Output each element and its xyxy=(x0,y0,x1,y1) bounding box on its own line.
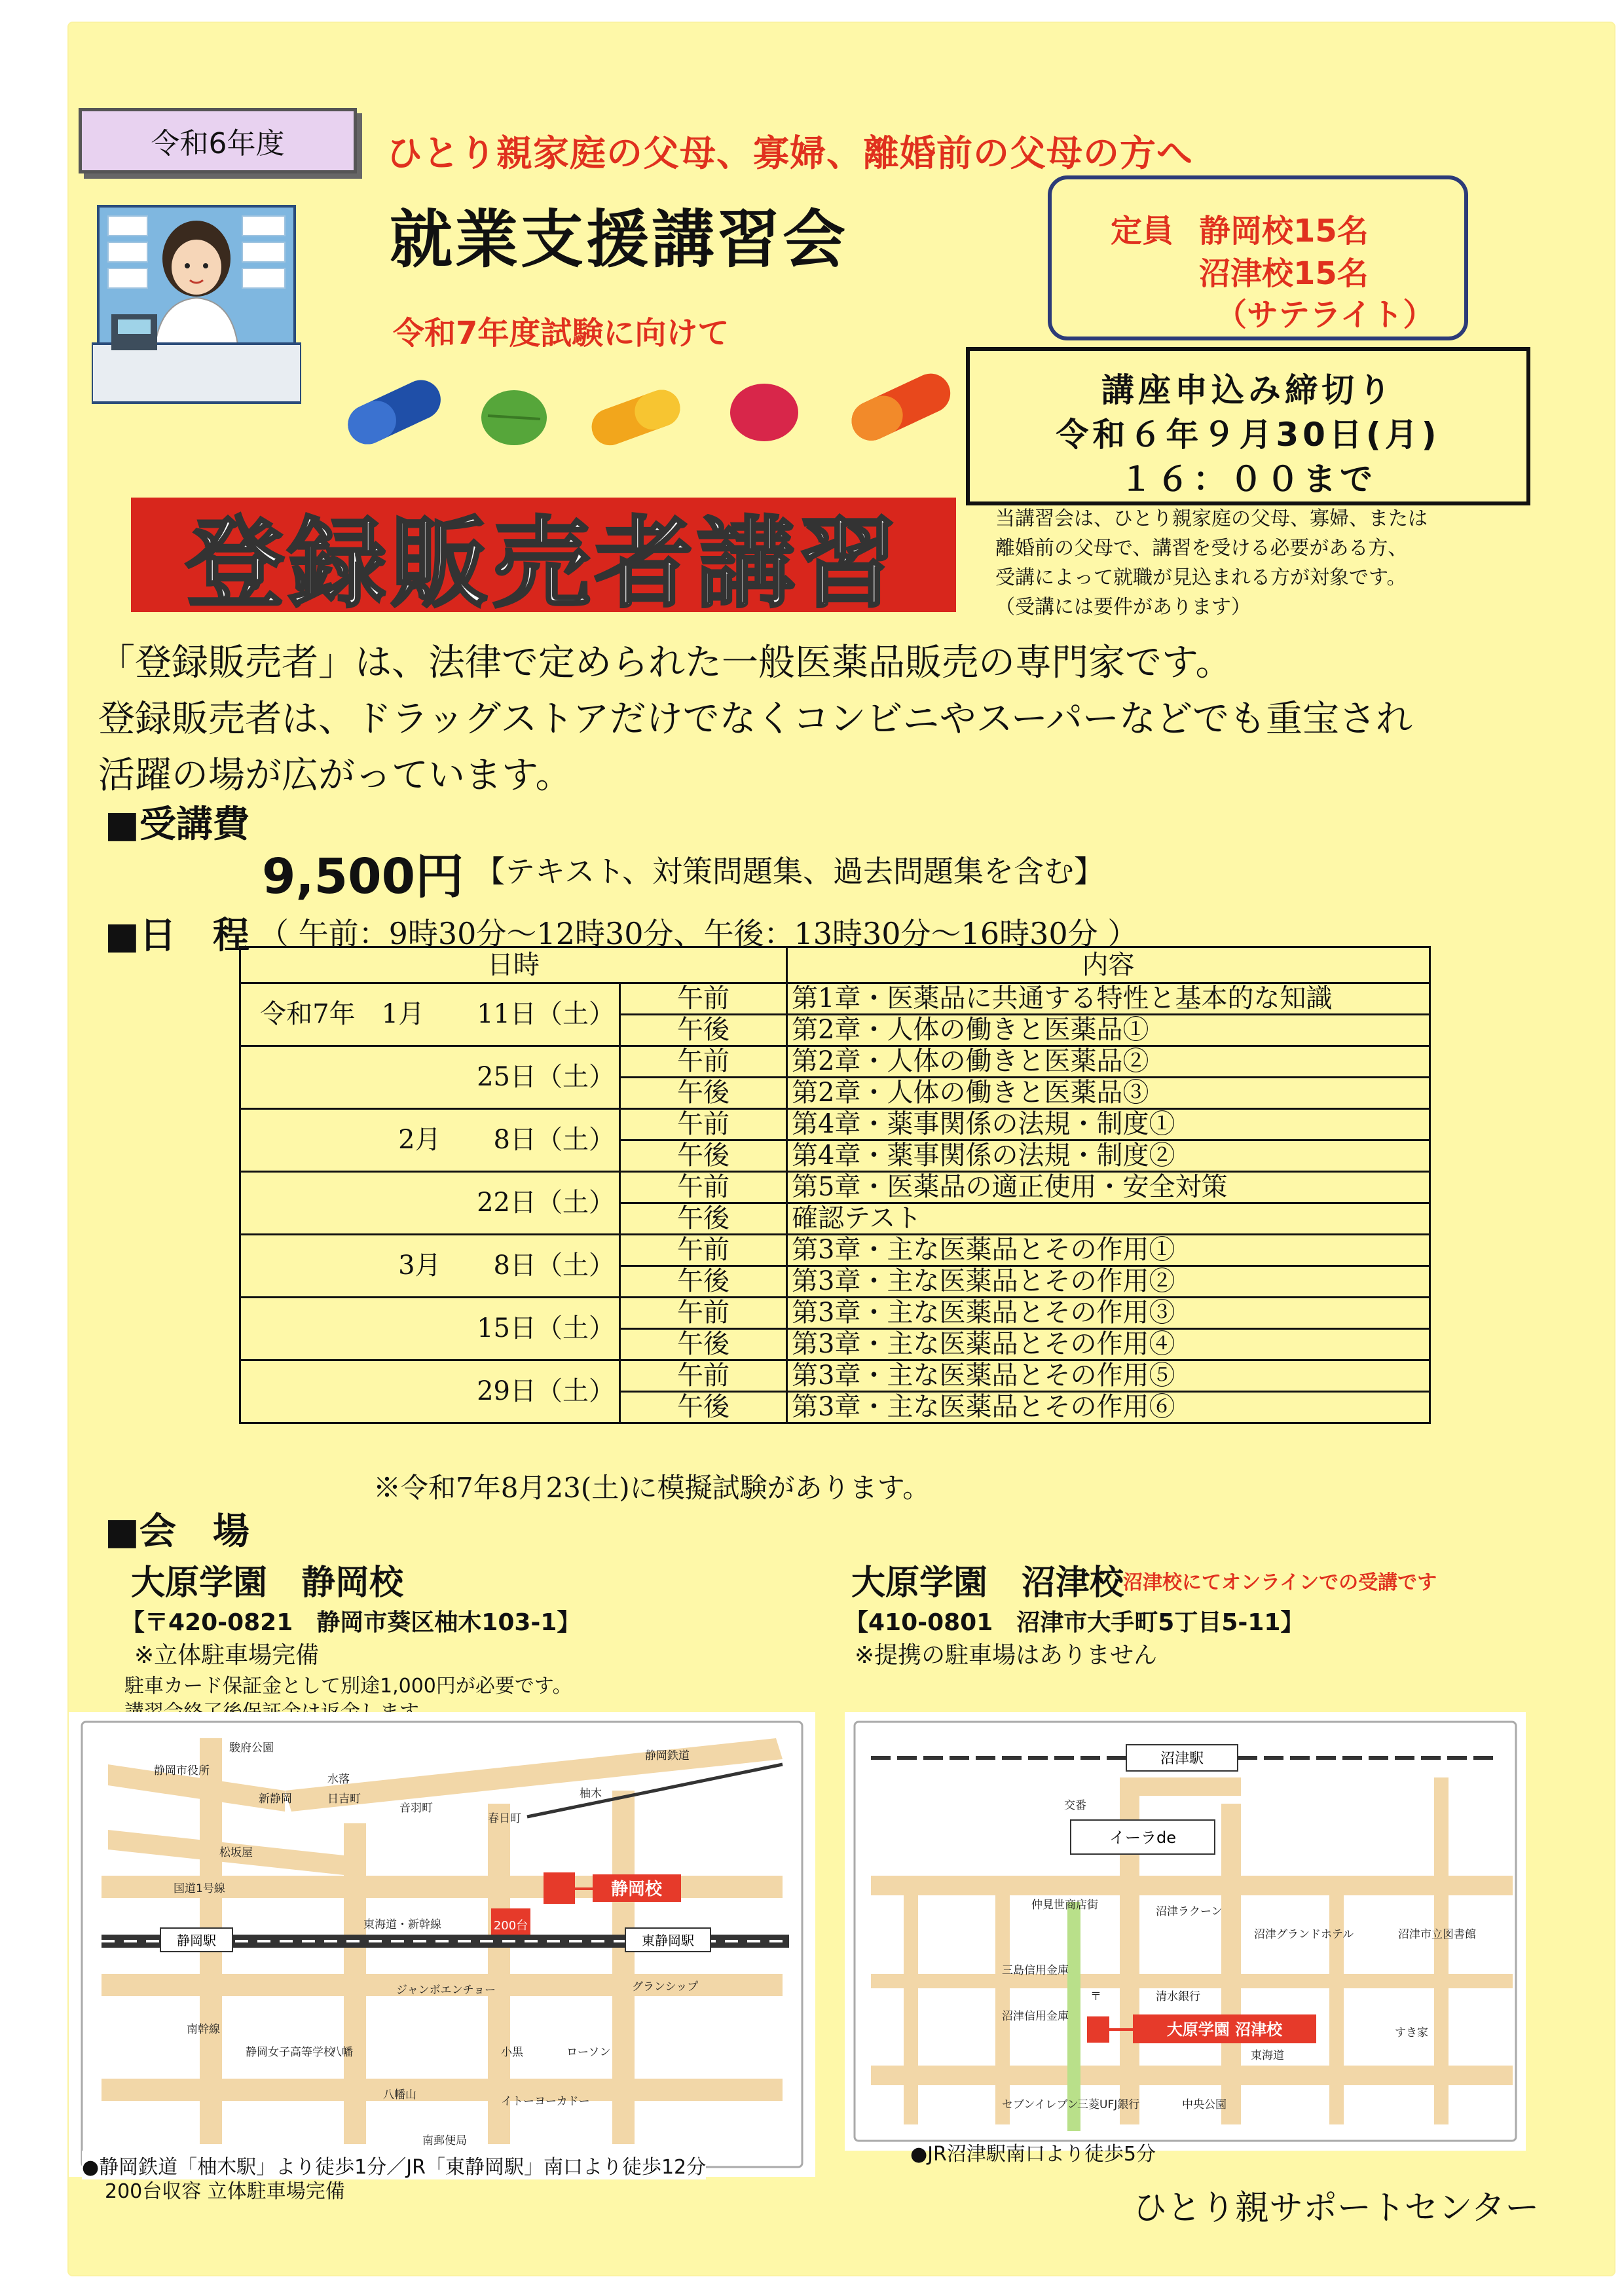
fee-heading: ■受講費 xyxy=(105,803,249,846)
map-label: 東静岡駅 xyxy=(642,1933,694,1948)
map-label: 東海道 xyxy=(1251,2049,1284,2062)
map-label: 春日町 xyxy=(488,1812,521,1825)
period-am: 午前 xyxy=(620,983,787,1015)
table-row xyxy=(240,1109,1430,1140)
eligibility-line: 離婚前の父母で、講習を受ける必要がある方、 xyxy=(995,537,1408,560)
session-date: 15日（土） xyxy=(240,1298,620,1360)
period-am: 午前 xyxy=(620,1109,787,1140)
session-content: 第2章・人体の働きと医薬品① xyxy=(787,1015,1430,1046)
session-content: 第1章・医薬品に共通する特性と基本的な知識 xyxy=(787,983,1430,1015)
capsule-orange-icon xyxy=(838,367,963,445)
map-label: 南郵便局 xyxy=(422,2134,467,2147)
period-am: 午前 xyxy=(620,1298,787,1329)
deadline-box xyxy=(966,347,1530,505)
map-label: 清水銀行 xyxy=(1156,1990,1200,2003)
numazu-parking: ※提携の駐車場はありません xyxy=(855,1642,1158,1669)
period-am: 午前 xyxy=(620,1360,787,1392)
table-row xyxy=(240,1046,1430,1078)
capacity-label: 定員 xyxy=(1111,213,1174,249)
session-content: 第3章・主な医薬品とその作用③ xyxy=(787,1298,1430,1329)
numazu-access: ●JR沼津駅南口より徒歩5分 xyxy=(910,2143,1156,2166)
session-content: 第4章・薬事関係の法規・制度② xyxy=(787,1140,1430,1172)
period-am: 午前 xyxy=(620,1046,787,1078)
table-row xyxy=(240,1360,1430,1392)
fee-amount: 9,500円 xyxy=(262,848,464,905)
map-label: 新静岡 xyxy=(259,1793,292,1806)
session-content: 確認テスト xyxy=(787,1203,1430,1235)
fiscal-year-badge: 令和6年度 xyxy=(79,108,357,173)
session-date: 29日（土） xyxy=(240,1360,620,1423)
shizuoka-note-deposit: 駐車カード保証金として別途1,000円が必要です。 xyxy=(124,1675,572,1698)
shizuoka-parking-capacity: 200台収容 立体駐車場完備 xyxy=(105,2180,345,2203)
map-label: 中央公園 xyxy=(1182,2098,1227,2111)
exam-target: 令和7年度試験に向けて xyxy=(393,315,729,352)
map-label: 沼津駅 xyxy=(1160,1751,1204,1767)
shizuoka-map-school: 静岡校 xyxy=(610,1880,663,1899)
period-pm: 午後 xyxy=(620,1140,787,1172)
map-label: 東海道・新幹線 xyxy=(363,1918,441,1931)
session-content: 第3章・主な医薬品とその作用④ xyxy=(787,1329,1430,1360)
col-date: 日時 xyxy=(240,947,787,983)
map-label: 国道1号線 xyxy=(174,1882,225,1895)
table-row xyxy=(240,1235,1430,1266)
numazu-address: 【410-0801 沼津市大手町5丁目5-11】 xyxy=(845,1609,1304,1636)
period-pm: 午後 xyxy=(620,1015,787,1046)
period-pm: 午後 xyxy=(620,1203,787,1235)
map-label: 〒 xyxy=(1090,1990,1101,2003)
numazu-campus-name: 大原学園 沼津校 xyxy=(851,1563,1124,1603)
schedule-heading: ■日 程 xyxy=(105,915,249,957)
shizuoka-campus-name: 大原学園 静岡校 xyxy=(131,1563,404,1603)
session-content: 第2章・人体の働きと医薬品② xyxy=(787,1046,1430,1078)
fee-note: 【テキスト、対策問題集、過去問題集を含む】 xyxy=(475,854,1104,889)
numazu-map-school: 大原学園 沼津校 xyxy=(1166,2020,1283,2039)
period-am: 午前 xyxy=(620,1172,787,1203)
deadline-title: 講座申込み締切り xyxy=(1101,371,1395,409)
deadline-time: １６：００まで xyxy=(1120,460,1376,498)
map-label: 三菱UFJ銀行 xyxy=(1077,2098,1140,2111)
session-date: 3月 8日（土） xyxy=(240,1235,620,1298)
map-label: 沼津ラクーン xyxy=(1156,1905,1223,1918)
shizuoka-parking: ※立体駐車場完備 xyxy=(134,1642,320,1669)
map-label: 松坂屋 xyxy=(219,1846,253,1859)
numazu-map xyxy=(845,1712,1526,2151)
map-label: 小黒 xyxy=(501,2046,523,2059)
map-label: セブンイレブン xyxy=(1002,2098,1079,2111)
map-label: 沼津市立図書館 xyxy=(1398,1928,1476,1941)
course-title: 就業支援講習会 xyxy=(390,203,848,276)
audience-heading: ひとり親家庭の父母、寡婦、離婚前の父母の方へ xyxy=(386,132,1194,174)
table-row xyxy=(240,1298,1430,1329)
table-row xyxy=(240,983,1430,1015)
capacity-numazu-note: （サテライト） xyxy=(1215,297,1435,333)
table-row xyxy=(240,1172,1430,1203)
map-label: グランシップ xyxy=(632,1980,699,1994)
map-label: 静岡駅 xyxy=(177,1933,216,1948)
map-label: 三島信用金庫 xyxy=(1002,1964,1069,1977)
period-am: 午前 xyxy=(620,1235,787,1266)
schedule-table xyxy=(239,946,1431,1424)
map-label: 沼津グランドホテル xyxy=(1254,1928,1354,1941)
eligibility-line: （受講には要件があります） xyxy=(995,596,1251,619)
col-content: 内容 xyxy=(787,947,1430,983)
session-content: 第3章・主な医薬品とその作用⑤ xyxy=(787,1360,1430,1392)
map-label: 駿府公園 xyxy=(229,1741,274,1755)
intro-line: 登録販売者は、ドラッグストアだけでなくコンビニやスーパーなどでも重宝され xyxy=(98,698,1413,740)
intro-text xyxy=(98,635,1506,804)
capsule-blue-icon xyxy=(334,373,452,445)
map-label: ジャンボエンチョー xyxy=(396,1984,496,1997)
map-label: 静岡鉄道 xyxy=(645,1749,690,1762)
map-label: イトーヨーカドー xyxy=(501,2095,590,2108)
session-content: 第3章・主な医薬品とその作用② xyxy=(787,1266,1430,1298)
capacity-box xyxy=(1048,175,1468,340)
table-header xyxy=(240,947,1430,983)
map-label: すき家 xyxy=(1395,2026,1428,2039)
session-date: 2月 8日（土） xyxy=(240,1109,620,1172)
shizuoka-access: ●静岡鉄道「柚木駅」より徒歩1分／JR「東静岡駅」南口より徒歩12分 xyxy=(82,2151,706,2179)
title-banner xyxy=(131,498,956,621)
map-label: 南幹線 xyxy=(187,2023,220,2036)
map-label: 200台 xyxy=(493,1919,528,1933)
shizuoka-address: 【〒420-0821 静岡市葵区柚木103-1】 xyxy=(121,1609,581,1636)
map-label: 交番 xyxy=(1064,1799,1086,1812)
intro-line: 活躍の場が広がっています。 xyxy=(98,754,572,797)
intro-line: 「登録販売者」は、法律で定められた一般医薬品販売の専門家です。 xyxy=(98,642,1232,684)
mock-exam-note: ※令和7年8月23(土)に模擬試験があります。 xyxy=(373,1472,931,1504)
period-pm: 午後 xyxy=(620,1392,787,1423)
map-label: 柚木 xyxy=(580,1787,602,1800)
map-label: 仲見世商店街 xyxy=(1031,1899,1098,1912)
tablet-red-icon xyxy=(727,380,802,445)
tablet-green-icon xyxy=(478,386,550,448)
capsule-yellow-icon xyxy=(583,380,688,452)
session-date: 25日（土） xyxy=(240,1046,620,1109)
map-label: 八幡山 xyxy=(383,2088,416,2102)
period-pm: 午後 xyxy=(620,1329,787,1360)
session-date: 令和7年 1月 11日（土） xyxy=(240,983,620,1046)
map-label: 水落 xyxy=(327,1773,350,1786)
capacity-numazu: 沼津校15名 xyxy=(1199,255,1369,292)
session-content: 第4章・薬事関係の法規・制度① xyxy=(787,1109,1430,1140)
session-content: 第3章・主な医薬品とその作用① xyxy=(787,1235,1430,1266)
venue-heading: ■会 場 xyxy=(105,1510,249,1553)
session-content: 第3章・主な医薬品とその作用⑥ xyxy=(787,1392,1430,1423)
map-label: 音羽町 xyxy=(399,1802,433,1815)
map-label: 静岡女子高等学校 xyxy=(246,2046,335,2059)
eligibility-line: 受講によって就職が見込まれる方が対象です。 xyxy=(995,566,1407,589)
map-label: イーラde xyxy=(1109,1829,1176,1847)
map-label: 日吉町 xyxy=(327,1793,361,1806)
schedule-hours: （ 午前：9時30分～12時30分、午後：13時30分～16時30分 ） xyxy=(259,916,1138,951)
map-label: 沼津信用金庫 xyxy=(1002,2010,1069,2023)
footer-organization: ひとり親サポートセンター xyxy=(1133,2189,1540,2228)
session-date: 22日（土） xyxy=(240,1172,620,1235)
map-label: ローソン xyxy=(566,2046,611,2059)
map-label: 八幡 xyxy=(331,2046,353,2059)
period-pm: 午後 xyxy=(620,1266,787,1298)
banner-title: 登録販売者講習 xyxy=(185,507,901,621)
eligibility-note xyxy=(995,504,1467,622)
deadline-date: 令和６年９月30日(月) xyxy=(1056,416,1441,454)
session-content: 第5章・医薬品の適正使用・安全対策 xyxy=(787,1172,1430,1203)
period-pm: 午後 xyxy=(620,1078,787,1109)
pharmacist-illustration xyxy=(92,203,301,406)
capacity-shizuoka: 静岡校15名 xyxy=(1199,213,1369,249)
map-label: 静岡市役所 xyxy=(154,1764,210,1777)
eligibility-line: 当講習会は、ひとり親家庭の父母、寡婦、または xyxy=(995,507,1428,530)
session-content: 第2章・人体の働きと医薬品③ xyxy=(787,1078,1430,1109)
numazu-online-note: 沼津校にてオンラインでの受講です xyxy=(1123,1571,1437,1594)
shizuoka-map xyxy=(69,1712,815,2177)
